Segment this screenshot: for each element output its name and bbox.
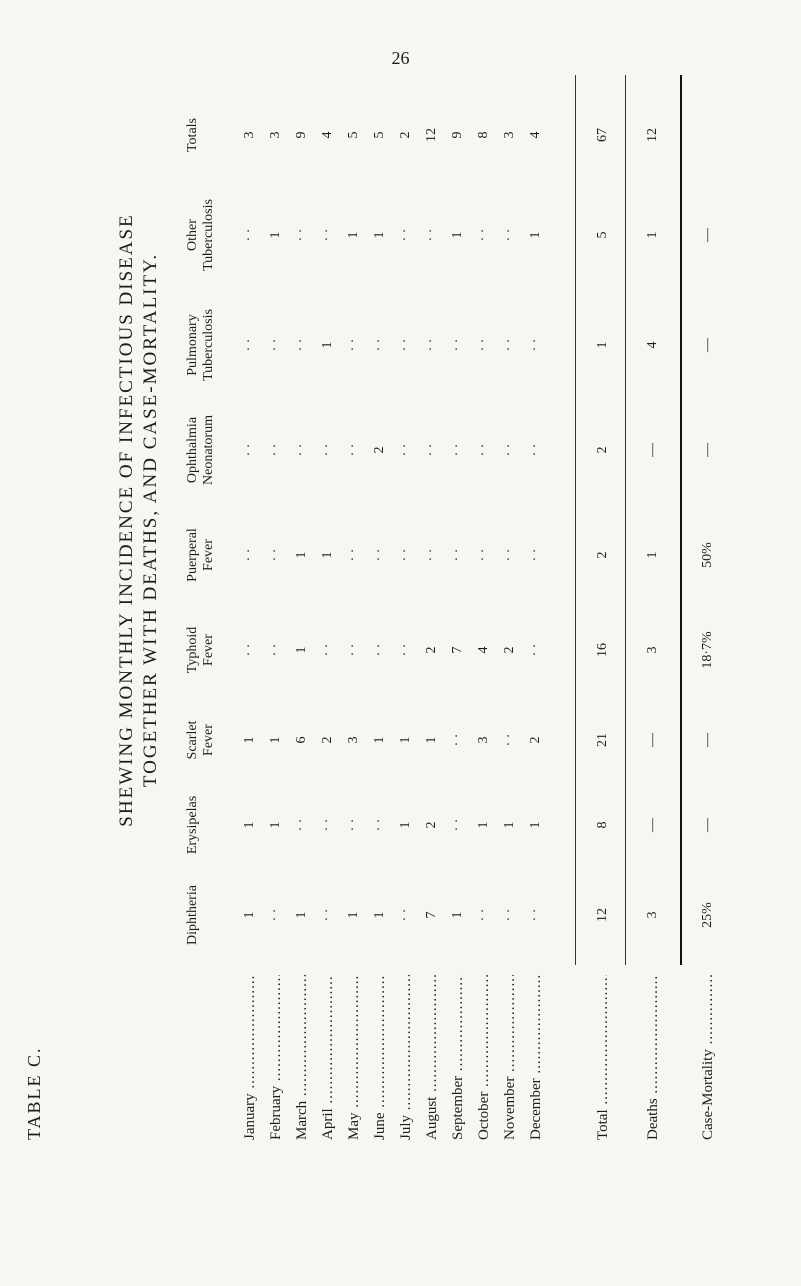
row-month-label: May ..... bbox=[346, 975, 363, 1140]
case-mortality-row-label: Case-Mortality ..... bbox=[700, 975, 717, 1140]
row-month-label: August ..... bbox=[424, 975, 441, 1140]
table-cell: · · bbox=[268, 643, 283, 657]
table-cell: · · bbox=[450, 733, 465, 747]
table-cell: 1 bbox=[528, 821, 543, 829]
column-header bbox=[185, 500, 217, 610]
column-header bbox=[185, 80, 201, 190]
row-month-label: June ..... bbox=[372, 975, 389, 1140]
table-cell: · · bbox=[528, 443, 543, 457]
separator-line bbox=[680, 75, 682, 965]
row-month-label: April ..... bbox=[320, 975, 337, 1140]
case-mortality-row-cell: 50% bbox=[700, 542, 715, 568]
table-cell: 7 bbox=[424, 911, 439, 919]
table-cell: · · bbox=[502, 228, 517, 242]
table-cell: 12 bbox=[424, 128, 439, 142]
table-cell: 5 bbox=[372, 131, 387, 139]
column-header-line2: Tuberculosis bbox=[201, 199, 216, 271]
table-cell: · · bbox=[424, 548, 439, 562]
total-row-cell: 67 bbox=[595, 128, 610, 142]
table-cell: · · bbox=[294, 338, 309, 352]
table-cell: 9 bbox=[450, 131, 465, 139]
table-subtitle: TOGETHER WITH DEATHS, AND CASE-MORTALITY. bbox=[140, 252, 161, 788]
table-cell: · · bbox=[528, 548, 543, 562]
table-cell: 2 bbox=[320, 736, 335, 744]
table-cell: · · bbox=[346, 338, 361, 352]
row-month-label: September ..... bbox=[450, 975, 467, 1140]
table-cell: 3 bbox=[476, 736, 491, 744]
total-row-cell: 2 bbox=[595, 551, 610, 559]
table-cell: 8 bbox=[476, 131, 491, 139]
table-cell: · · bbox=[268, 338, 283, 352]
table-cell: · · bbox=[372, 338, 387, 352]
row-month-label: October ..... bbox=[476, 975, 493, 1140]
table-cell: 1 bbox=[372, 231, 387, 239]
table-label: TABLE C. bbox=[24, 1046, 44, 1140]
table-cell: 3 bbox=[242, 131, 257, 139]
table-cell: · · bbox=[502, 443, 517, 457]
table-cell: · · bbox=[450, 548, 465, 562]
column-header-line2: Tuberculosis bbox=[201, 309, 216, 381]
table-cell: · · bbox=[398, 228, 413, 242]
table-cell: · · bbox=[320, 443, 335, 457]
table-cell: 1 bbox=[372, 736, 387, 744]
column-header-line1: Puerperal bbox=[185, 528, 200, 582]
rotated-table bbox=[20, 60, 780, 1140]
column-header-line1: Scarlet bbox=[185, 720, 200, 760]
case-mortality-row-cell: — bbox=[700, 228, 715, 242]
total-row-cell: 21 bbox=[595, 733, 610, 747]
table-cell: · · bbox=[476, 443, 491, 457]
table-cell: · · bbox=[268, 908, 283, 922]
table-cell: 1 bbox=[268, 821, 283, 829]
deaths-row-cell: 12 bbox=[645, 128, 660, 142]
total-row-cell: 12 bbox=[595, 908, 610, 922]
table-cell: · · bbox=[372, 548, 387, 562]
table-cell: 4 bbox=[528, 131, 543, 139]
total-row-label: Total ..... bbox=[595, 975, 612, 1140]
table-cell: 2 bbox=[372, 446, 387, 454]
table-cell: · · bbox=[346, 818, 361, 832]
table-cell: 5 bbox=[346, 131, 361, 139]
table-cell: 4 bbox=[476, 646, 491, 654]
table-cell: · · bbox=[398, 443, 413, 457]
table-cell: 1 bbox=[242, 911, 257, 919]
total-row-cell: 8 bbox=[595, 821, 610, 829]
table-cell: 2 bbox=[398, 131, 413, 139]
table-cell: 1 bbox=[320, 551, 335, 559]
column-header-line2: Fever bbox=[201, 634, 216, 666]
table-cell: · · bbox=[320, 643, 335, 657]
table-cell: · · bbox=[450, 443, 465, 457]
table-cell: 1 bbox=[268, 231, 283, 239]
table-cell: · · bbox=[528, 338, 543, 352]
table-cell: · · bbox=[424, 443, 439, 457]
table-cell: · · bbox=[294, 818, 309, 832]
table-cell: · · bbox=[242, 443, 257, 457]
table-cell: 2 bbox=[528, 736, 543, 744]
row-month-label: July ..... bbox=[398, 975, 415, 1140]
table-cell: 1 bbox=[476, 821, 491, 829]
column-header-line1: Ophthalmia bbox=[185, 416, 200, 484]
table-cell: 3 bbox=[502, 131, 517, 139]
column-header bbox=[185, 595, 217, 705]
column-header-line1: Typhoid bbox=[185, 626, 200, 674]
total-row-cell: 2 bbox=[595, 446, 610, 454]
table-cell: 1 bbox=[450, 911, 465, 919]
table-cell: · · bbox=[424, 228, 439, 242]
table-cell: · · bbox=[242, 338, 257, 352]
row-month-label: March ..... bbox=[294, 975, 311, 1140]
deaths-row-cell: 4 bbox=[645, 341, 660, 349]
table-cell: 1 bbox=[528, 231, 543, 239]
row-month-label: December ..... bbox=[528, 975, 545, 1140]
table-cell: 2 bbox=[424, 821, 439, 829]
table-cell: 1 bbox=[450, 231, 465, 239]
column-header-line2: Totals bbox=[185, 118, 200, 153]
table-cell: 1 bbox=[372, 911, 387, 919]
table-cell: · · bbox=[398, 643, 413, 657]
table-cell: · · bbox=[294, 228, 309, 242]
table-title: SHEWING MONTHLY INCIDENCE OF INFECTIOUS DISEASE bbox=[116, 213, 137, 827]
table-cell: · · bbox=[346, 443, 361, 457]
table-cell: 1 bbox=[268, 736, 283, 744]
table-cell: 4 bbox=[320, 131, 335, 139]
table-cell: · · bbox=[476, 548, 491, 562]
table-cell: · · bbox=[346, 548, 361, 562]
table-cell: · · bbox=[242, 228, 257, 242]
total-row-cell: 1 bbox=[595, 341, 610, 349]
table-cell: · · bbox=[346, 643, 361, 657]
table-cell: · · bbox=[528, 908, 543, 922]
table-cell: · · bbox=[320, 818, 335, 832]
table-cell: · · bbox=[502, 338, 517, 352]
total-row-cell: 16 bbox=[595, 643, 610, 657]
table-cell: · · bbox=[242, 643, 257, 657]
table-cell: 1 bbox=[242, 821, 257, 829]
table-cell: 3 bbox=[268, 131, 283, 139]
column-header-line1: Pulmonary bbox=[185, 314, 200, 376]
separator-line bbox=[625, 75, 626, 965]
table-cell: · · bbox=[320, 228, 335, 242]
table-cell: · · bbox=[450, 338, 465, 352]
table-cell: 7 bbox=[450, 646, 465, 654]
table-cell: 6 bbox=[294, 736, 309, 744]
deaths-row-cell: — bbox=[645, 818, 660, 832]
table-cell: · · bbox=[268, 443, 283, 457]
column-header-line2: Diphtheria bbox=[185, 885, 200, 945]
deaths-row-cell: — bbox=[645, 443, 660, 457]
table-cell: · · bbox=[398, 338, 413, 352]
table-cell: · · bbox=[450, 818, 465, 832]
table-cell: 3 bbox=[346, 736, 361, 744]
case-mortality-row-cell: 18·7% bbox=[700, 631, 715, 669]
column-header-line1: Other bbox=[185, 219, 200, 251]
column-header-line2: Erysipelas bbox=[185, 795, 200, 855]
deaths-row-cell: 3 bbox=[645, 646, 660, 654]
table-cell: · · bbox=[502, 733, 517, 747]
table-cell: 1 bbox=[294, 551, 309, 559]
separator-line bbox=[575, 75, 576, 965]
column-header-line2: Neonatorum bbox=[201, 415, 216, 485]
table-cell: · · bbox=[476, 338, 491, 352]
table-cell: 2 bbox=[424, 646, 439, 654]
table-cell: 1 bbox=[346, 911, 361, 919]
table-cell: 1 bbox=[346, 231, 361, 239]
table-cell: 1 bbox=[242, 736, 257, 744]
case-mortality-row-cell: — bbox=[700, 443, 715, 457]
deaths-row-cell: — bbox=[645, 733, 660, 747]
table-cell: · · bbox=[476, 908, 491, 922]
table-cell: · · bbox=[528, 643, 543, 657]
table-cell: · · bbox=[398, 548, 413, 562]
table-cell: · · bbox=[320, 908, 335, 922]
table-cell: 9 bbox=[294, 131, 309, 139]
table-cell: 1 bbox=[398, 736, 413, 744]
table-cell: 1 bbox=[502, 821, 517, 829]
table-cell: · · bbox=[502, 908, 517, 922]
table-cell: 1 bbox=[294, 646, 309, 654]
table-cell: 1 bbox=[320, 341, 335, 349]
row-month-label: January ..... bbox=[242, 975, 259, 1140]
table-cell: · · bbox=[372, 818, 387, 832]
table-cell: · · bbox=[476, 228, 491, 242]
row-month-label: February ..... bbox=[268, 975, 285, 1140]
case-mortality-row-cell: — bbox=[700, 733, 715, 747]
case-mortality-row-cell: — bbox=[700, 818, 715, 832]
column-header bbox=[185, 180, 217, 290]
column-header-line2: Fever bbox=[201, 724, 216, 756]
page-number: 26 bbox=[391, 48, 410, 68]
table-cell: · · bbox=[424, 338, 439, 352]
total-row-cell: 5 bbox=[595, 231, 610, 239]
table-cell: · · bbox=[294, 443, 309, 457]
deaths-row-cell: 1 bbox=[645, 231, 660, 239]
deaths-row-label: Deaths ..... bbox=[645, 975, 662, 1140]
table-cell: 1 bbox=[398, 821, 413, 829]
table-cell: 1 bbox=[424, 736, 439, 744]
case-mortality-row-cell: 25% bbox=[700, 902, 715, 928]
deaths-row-cell: 3 bbox=[645, 911, 660, 919]
table-cell: · · bbox=[398, 908, 413, 922]
table-cell: · · bbox=[502, 548, 517, 562]
table-cell: · · bbox=[268, 548, 283, 562]
deaths-row-cell: 1 bbox=[645, 551, 660, 559]
row-month-label: November ..... bbox=[502, 975, 519, 1140]
column-header bbox=[185, 395, 217, 505]
column-header-line2: Fever bbox=[201, 539, 216, 571]
table-cell: · · bbox=[372, 643, 387, 657]
table-cell: · · bbox=[242, 548, 257, 562]
column-header bbox=[185, 290, 217, 400]
table-cell: 1 bbox=[294, 911, 309, 919]
table-cell: 2 bbox=[502, 646, 517, 654]
case-mortality-row-cell: — bbox=[700, 338, 715, 352]
